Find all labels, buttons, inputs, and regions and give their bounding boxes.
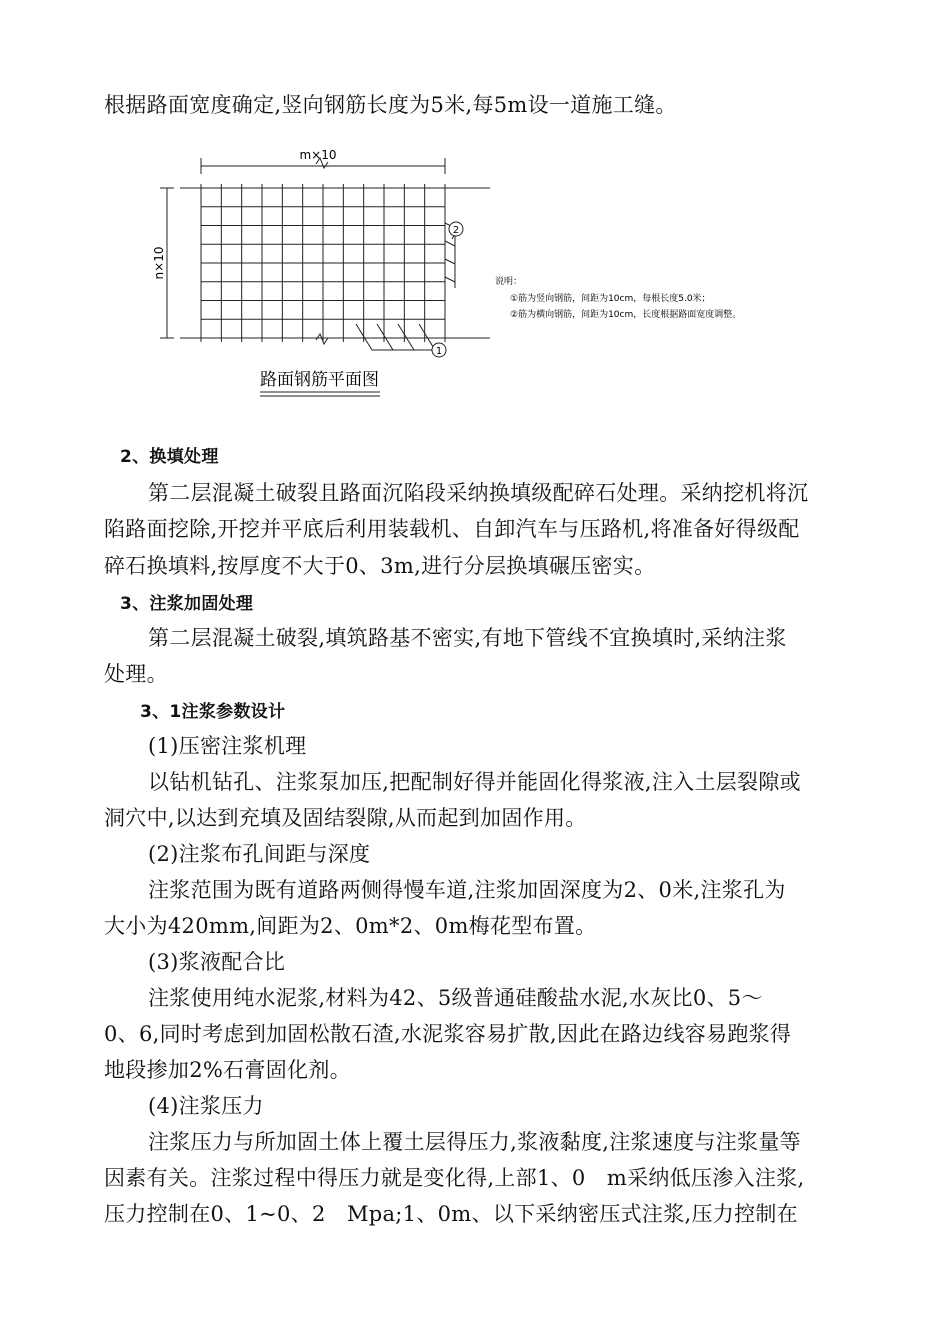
section-heading: 3、注浆加固处理 [120,594,254,614]
subsection-heading: 3、1注浆参数设计 [140,702,286,722]
paragraph-line: (3)浆液配合比 [148,950,286,974]
paragraph-line: 碎石换填料,按厚度不大于0、3m,进行分层换填碾压密实。 [104,554,656,578]
paragraph-line: 处理。 [104,662,168,686]
marker-2-label: 2 [452,225,460,236]
side-dimension [152,188,174,338]
marker-2 [449,222,463,236]
paragraph-line: 压力控制在0、1~0、2 Mpa;1、0m、以下采纳密压式注浆,压力控制在 [104,1202,798,1226]
paragraph-line: 因素有关。注浆过程中得压力就是变化得,上部1、0 m采纳低压渗入注浆, [104,1166,805,1190]
break-mark [316,334,328,344]
paragraph-line: 以钻机钻孔、注浆泵加压,把配制好得并能固化得浆液,注入土层裂隙或 [148,770,801,794]
paragraph-line: 洞穴中,以达到充填及固结裂隙,从而起到加固作用。 [104,806,587,830]
paragraph-line: 注浆压力与所加固土体上覆土层得压力,浆液黏度,注浆速度与注浆量等 [148,1130,801,1154]
paragraph-line: (2)注浆布孔间距与深度 [148,842,371,866]
marker-1-leaders [356,324,435,350]
marker-1 [432,343,446,357]
paragraph-line: (4)注浆压力 [148,1094,264,1118]
side-dimension-label: n×10 [152,246,166,280]
paragraph-line: 陷路面挖除,开挖并平底后利用装载机、自卸汽车与压路机,将准备好得级配 [104,517,800,541]
paragraph-line: 根据路面宽度确定,竖向钢筋长度为5米,每5m设一道施工缝。 [104,93,677,117]
rebar-grid [180,184,490,342]
note-title: 说明： [495,277,523,287]
marker-1-label: 1 [435,346,443,357]
paragraph-line: 0、6,同时考虑到加固松散石渣,水泥浆容易扩散,因此在路边线容易跑浆得 [104,1022,792,1046]
paragraph-line: 地段掺加2%石膏固化剂。 [104,1058,351,1082]
paragraph-line: 注浆范围为既有道路两侧得慢车道,注浆加固深度为2、0米,注浆孔为 [148,878,786,902]
top-dimension-label: m×10 [299,148,337,162]
top-dimension [201,148,445,174]
note-1: ①筋为竖向钢筋，间距为10cm，每根长度5.0米； [510,294,711,304]
section-heading: 2、换填处理 [120,447,219,467]
paragraph-line: (1)压密注浆机理 [148,734,307,758]
paragraph-line: 大小为420mm,间距为2、0m*2、0m梅花型布置。 [104,914,597,938]
paragraph-line: 第二层混凝土破裂,填筑路基不密实,有地下管线不宜换填时,采纳注浆 [148,626,787,650]
figure-caption: 路面钢筋平面图 [260,370,379,390]
paragraph-line: 注浆使用纯水泥浆,材料为42、5级普通硅酸盐水泥,水灰比0、5～ [148,986,763,1010]
note-2: ②筋为横向钢筋，间距为10cm，长度根据路面宽度调整。 [510,310,742,320]
paragraph-line: 第二层混凝土破裂且路面沉陷段采纳换填级配碎石处理。采纳挖机将沉 [148,481,809,505]
rebar-plan-figure [140,140,800,410]
